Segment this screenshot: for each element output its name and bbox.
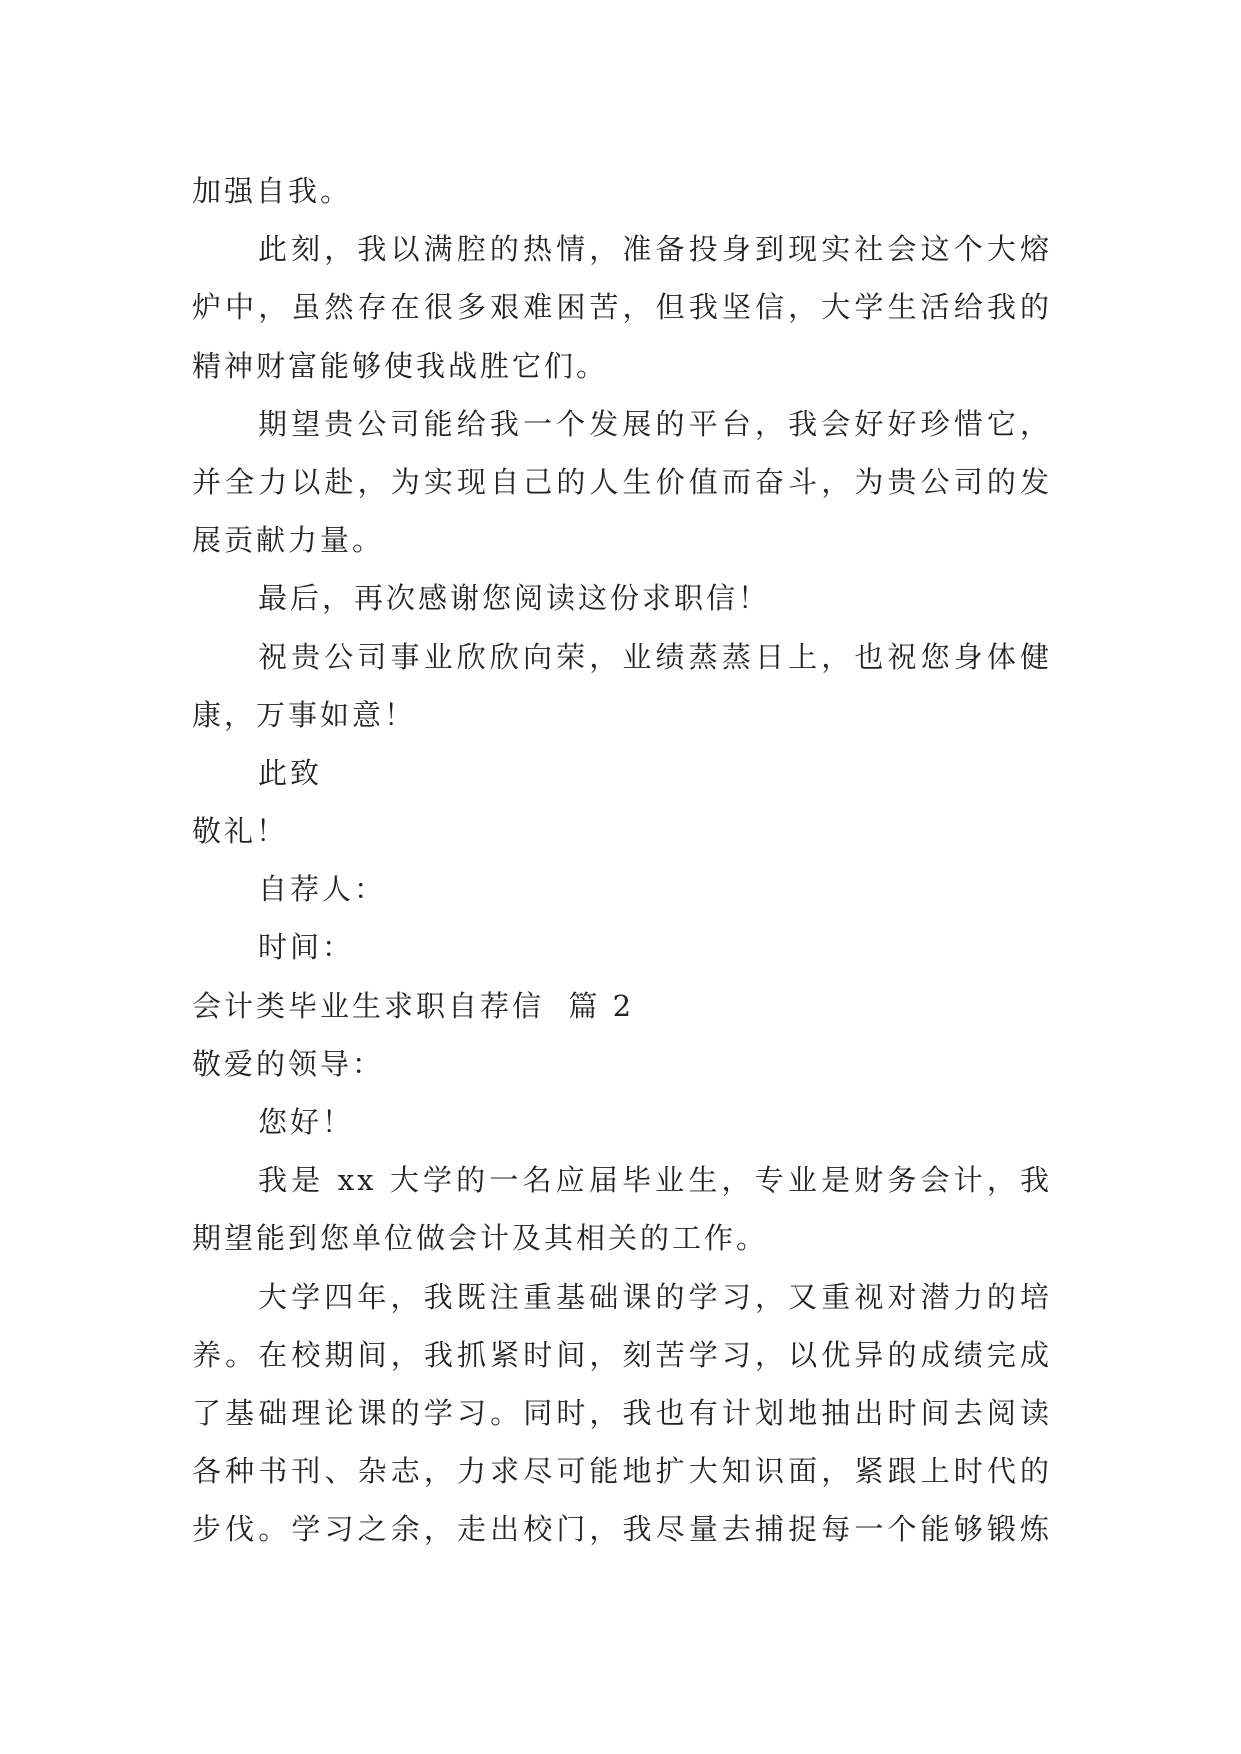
text-line: 养。在校期间，我抓紧时间，刻苦学习，以优异的成绩完成 [192, 1337, 1052, 1372]
text-line: 展贡献力量。 [192, 523, 385, 558]
text-line: 各种书刊、杂志，力求尽可能地扩大知识面，紧跟上时代的 [192, 1454, 1052, 1489]
text-line: 期望能到您单位做会计及其相关的工作。 [192, 1221, 769, 1256]
text-line: 了基础理论课的学习。同时，我也有计划地抽出时间去阅读 [192, 1395, 1052, 1430]
text-line: 敬爱的领导： [192, 1046, 385, 1081]
text-line: 此致 [258, 755, 323, 790]
document-body [192, 162, 1052, 1559]
text-line: 时间： [258, 930, 355, 965]
text-line: 炉中，虽然存在很多艰难困苦，但我坚信，大学生活给我的 [192, 290, 1052, 325]
text-line: 我是 xx 大学的一名应届毕业生，专业是财务会计，我 [258, 1163, 1052, 1198]
text-line: 此刻，我以满腔的热情，准备投身到现实社会这个大熔 [258, 232, 1052, 267]
text-line: 并全力以赴，为实现自己的人生价值而奋斗，为贵公司的发 [192, 464, 1052, 499]
section-heading: 会计类毕业生求职自荐信 篇 2 [192, 988, 635, 1023]
text-line: 敬礼！ [192, 814, 289, 849]
text-line: 加强自我。 [192, 174, 353, 208]
text-line: 康，万事如意！ [192, 697, 417, 732]
text-line: 自荐人： [258, 872, 387, 907]
text-line: 最后，再次感谢您阅读这份求职信！ [258, 581, 771, 616]
text-line: 大学四年，我既注重基础课的学习，又重视对潜力的培 [258, 1279, 1052, 1314]
text-line: 精神财富能够使我战胜它们。 [192, 348, 609, 383]
text-line: 祝贵公司事业欣欣向荣，业绩蒸蒸日上，也祝您身体健 [258, 639, 1052, 674]
text-line: 步伐。学习之余，走出校门，我尽量去捕捉每一个能够锻炼 [192, 1512, 1052, 1547]
text-line: 期望贵公司能给我一个发展的平台，我会好好珍惜它， [258, 406, 1052, 441]
text-line: 您好！ [258, 1105, 355, 1139]
